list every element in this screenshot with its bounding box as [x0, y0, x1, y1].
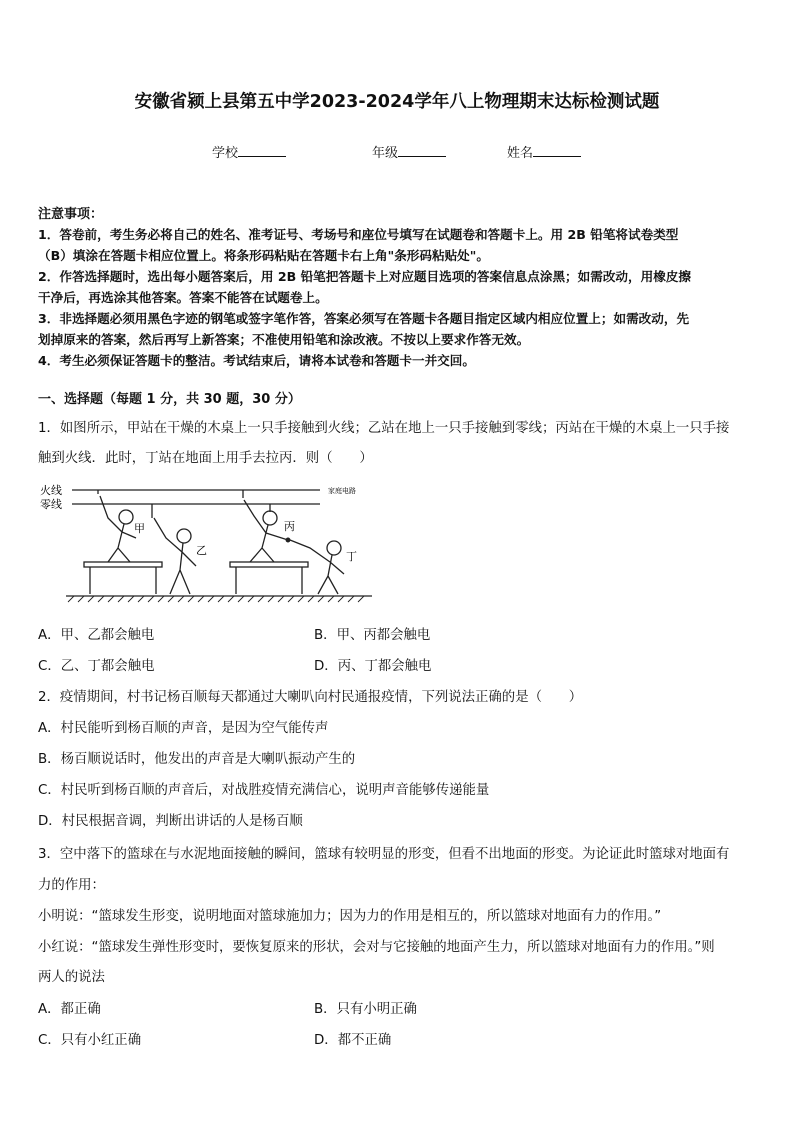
neutral-wire-label: 零线: [40, 498, 62, 511]
exam-title: 安徽省颍上县第五中学2023-2024学年八上物理期末达标检测试题: [134, 92, 660, 112]
grade-label: 年级: [372, 146, 399, 161]
q1-stem: 1．如图所示，甲站在干燥的木桌上一只手接触到火线；乙站在地上一只手接触到零线；丙站在干燥的木桌上一只手接: [38, 421, 730, 436]
notice-heading: 注意事项：: [38, 207, 104, 222]
section-heading: 一、选择题（每题 1 分，共 30 题，30 分）: [38, 392, 301, 407]
school-field: [212, 142, 286, 161]
q3-option-b: B．只有小明正确: [314, 1002, 417, 1017]
q1-option-d: D．丙、丁都会触电: [314, 659, 432, 674]
label-ding: 丁: [346, 550, 357, 563]
name-blank: [533, 144, 581, 157]
q2-stem: 2．疫情期间，村书记杨百顺每天都通过大喇叭向村民通报疫情，下列说法正确的是（ ）: [38, 690, 583, 705]
live-wire-label: 火线: [40, 484, 62, 497]
q3-option-d: D．都不正确: [314, 1033, 392, 1048]
q3-xiaoming: 小明说：“篮球发生形变，说明地面对篮球施加力；因为力的作用是相互的，所以篮球对地面有力的作用。”: [38, 909, 662, 924]
school-blank: [238, 144, 286, 157]
school-label: 学校: [212, 146, 239, 161]
q1-circuit-figure: [38, 478, 378, 606]
label-jia: 甲: [134, 522, 145, 535]
q3-xiaohong-cont: 两人的说法: [38, 970, 105, 985]
q1-option-c: C．乙、丁都会触电: [38, 659, 155, 674]
q3-stem-cont: 力的作用：: [38, 878, 105, 893]
notice-line: 4．考生必须保证答题卡的整洁。考试结束后，请将本试卷和答题卡一并交回。: [38, 353, 475, 368]
q2-option-b: B．杨百顺说话时，他发出的声音是大喇叭振动产生的: [38, 752, 356, 767]
name-field: [507, 142, 581, 161]
q2-option-d: D．村民根据音调，判断出讲话的人是杨百顺: [38, 814, 303, 829]
notice-line: 3．非选择题必须用黑色字迹的钢笔或签字笔作答，答案必须写在答题卡各题目指定区域内相应位置上；如需改动，先: [38, 311, 690, 326]
q3-xiaohong: 小红说：“篮球发生弹性形变时，要恢复原来的形状，会对与它接触的地面产生力，所以篮球对地面有力的作用。”则: [38, 940, 715, 955]
q2-option-c: C．村民听到杨百顺的声音后，对战胜疫情充满信心，说明声音能够传递能量: [38, 783, 490, 798]
q1-option-b: B．甲、丙都会触电: [314, 628, 431, 643]
q3-option-c: C．只有小红正确: [38, 1033, 142, 1048]
grade-blank: [398, 144, 446, 157]
circuit-label: 家庭电路: [328, 487, 356, 495]
notice-line: （B）填涂在答题卡相应位置上。将条形码粘贴在答题卡右上角"条形码粘贴处"。: [38, 248, 489, 263]
name-label: 姓名: [507, 146, 534, 161]
q1-option-a: A．甲、乙都会触电: [38, 628, 155, 643]
notice-line: 划掉原来的答案，然后再写上新答案；不准使用铅笔和涂改液。不按以上要求作答无效。: [38, 332, 530, 347]
q2-option-a: A．村民能听到杨百顺的声音，是因为空气能传声: [38, 721, 329, 736]
q3-stem: 3．空中落下的篮球在与水泥地面接触的瞬间，篮球有较明显的形变，但看不出地面的形变。为论证此时篮球对地面有: [38, 847, 730, 862]
notice-line: 2．作答选择题时，选出每小题答案后，用 2B 铅笔把答题卡上对应题目选项的答案信息点涂黑；如需改动，用橡皮擦: [38, 269, 691, 284]
label-bing: 丙: [284, 520, 295, 533]
label-yi: 乙: [196, 544, 207, 557]
notice-line: 干净后，再选涂其他答案。答案不能答在试题卷上。: [38, 290, 328, 305]
q1-stem-cont: 触到火线．此时，丁站在地面上用手去拉丙．则（ ）: [38, 451, 373, 466]
grade-field: [372, 142, 446, 161]
notice-line: 1．答卷前，考生务必将自己的姓名、准考证号、考场号和座位号填写在试题卷和答题卡上。用 2B 铅笔将试卷类型: [38, 227, 679, 242]
q3-option-a: A．都正确: [38, 1002, 101, 1017]
